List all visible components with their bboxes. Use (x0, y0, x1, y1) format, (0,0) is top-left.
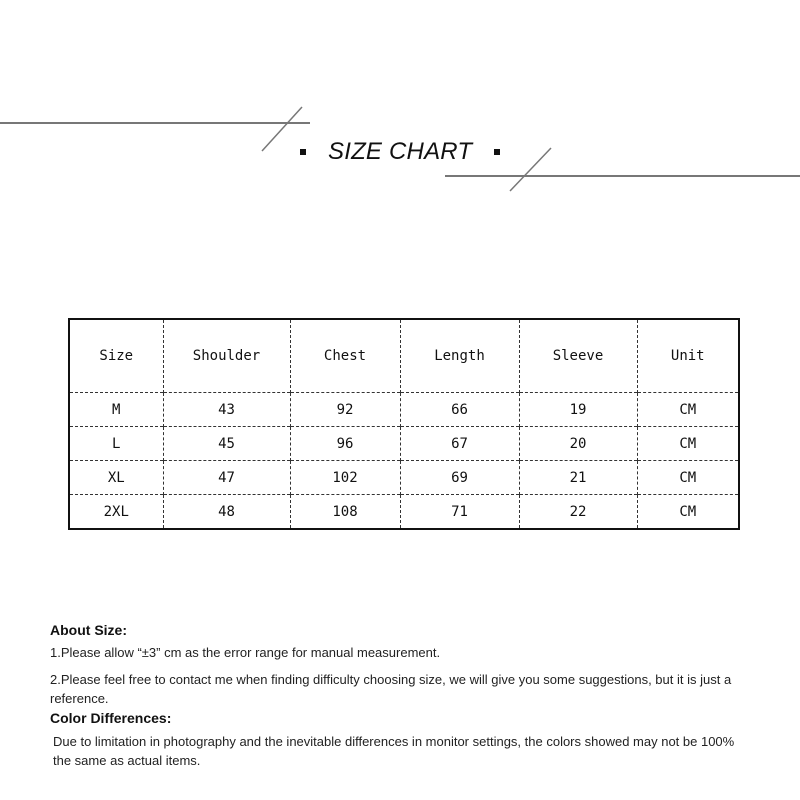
table-row (69, 461, 739, 495)
cell-chest: 102 (290, 461, 400, 495)
color-differences-text: Due to limitation in photography and the inevitable differences in monitor settings, the colors showed may not be 100% the same as actual items. (53, 734, 735, 768)
cell-unit: CM (637, 495, 739, 530)
cell-length: 66 (400, 393, 519, 427)
cell-sleeve: 20 (519, 427, 637, 461)
column-header-shoulder: Shoulder (163, 319, 290, 393)
table-row (69, 393, 739, 427)
bottom-right-slash (510, 148, 551, 191)
notes-section (50, 622, 750, 770)
table-row (69, 495, 739, 530)
cell-length: 71 (400, 495, 519, 530)
title-bullet-right (494, 149, 500, 155)
cell-size: M (69, 393, 163, 427)
about-size-note-2: 2.Please feel free to contact me when finding difficulty choosing size, we will give you some suggestions, but it is just a reference. (50, 672, 732, 706)
about-size-note-1: 1.Please allow “±3” cm as the error range for manual measurement. (50, 645, 441, 660)
about-size-heading: About Size: (50, 622, 127, 638)
column-header-unit: Unit (637, 319, 739, 393)
cell-shoulder: 48 (163, 495, 290, 530)
cell-size: XL (69, 461, 163, 495)
cell-shoulder: 45 (163, 427, 290, 461)
title-block (300, 134, 510, 170)
cell-size: L (69, 427, 163, 461)
cell-length: 69 (400, 461, 519, 495)
cell-unit: CM (637, 461, 739, 495)
column-header-chest: Chest (290, 319, 400, 393)
color-differences-heading: Color Differences: (50, 710, 172, 726)
cell-chest: 96 (290, 427, 400, 461)
cell-sleeve: 22 (519, 495, 637, 530)
table-header-row (69, 319, 739, 393)
size-table (68, 318, 740, 530)
cell-sleeve: 21 (519, 461, 637, 495)
column-header-length: Length (400, 319, 519, 393)
cell-shoulder: 43 (163, 393, 290, 427)
top-left-slash (262, 107, 302, 151)
cell-chest: 108 (290, 495, 400, 530)
column-header-size: Size (99, 348, 134, 364)
cell-sleeve: 19 (519, 393, 637, 427)
cell-length: 67 (400, 427, 519, 461)
title-bullet-left (300, 149, 306, 155)
cell-size: 2XL (69, 495, 163, 530)
cell-unit: CM (637, 427, 739, 461)
table-row (69, 427, 739, 461)
page-title: SIZE CHART (328, 138, 473, 165)
column-header-sleeve: Sleeve (519, 319, 637, 393)
cell-chest: 92 (290, 393, 400, 427)
cell-unit: CM (637, 393, 739, 427)
cell-shoulder: 47 (163, 461, 290, 495)
